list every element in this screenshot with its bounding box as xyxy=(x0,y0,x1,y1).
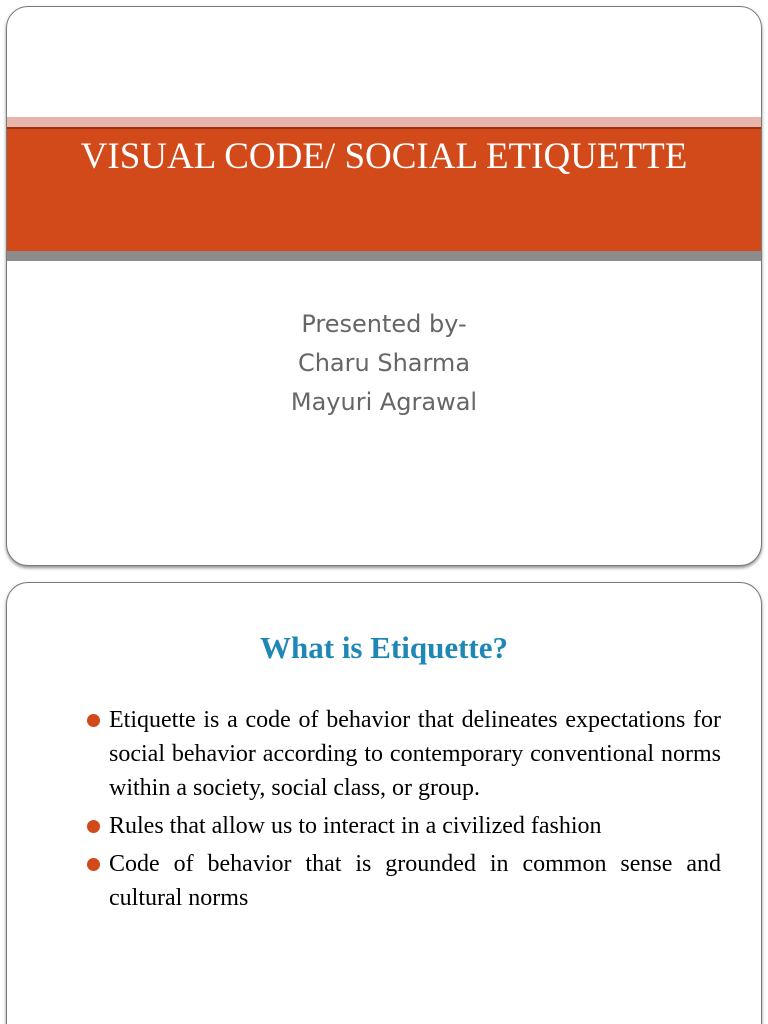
content-slide xyxy=(6,582,762,1024)
slide-heading: What is Etiquette? xyxy=(260,630,508,665)
bullet-item xyxy=(85,703,721,805)
bullet-text: Code of behavior that is grounded in common sense and cultural norms xyxy=(109,851,721,911)
presenter-name: Charu Sharma xyxy=(297,349,471,377)
presenter-name: Mayuri Agrawal xyxy=(290,388,478,416)
bullet-item xyxy=(85,847,721,915)
presenters-block xyxy=(7,305,761,422)
bullet-text: Rules that allow us to interact in a civilized fashion xyxy=(109,813,602,839)
bullet-dot-icon xyxy=(87,714,100,727)
bullet-text: Etiquette is a code of behavior that delineates expectations for social behavior according to contemporary conventional norms within a society, social class, or group. xyxy=(109,707,721,801)
presented-by-label: Presented by- xyxy=(301,310,467,338)
bullet-dot-icon xyxy=(87,858,100,871)
title-band-top-stripe xyxy=(7,117,761,127)
bullet-item xyxy=(85,809,721,843)
bullet-dot-icon xyxy=(87,820,100,833)
title-slide xyxy=(6,6,762,566)
presentation-title: VISUAL CODE/ SOCIAL ETIQUETTE xyxy=(80,136,688,177)
title-band-bottom-stripe xyxy=(7,251,761,261)
bullet-list xyxy=(85,703,721,919)
